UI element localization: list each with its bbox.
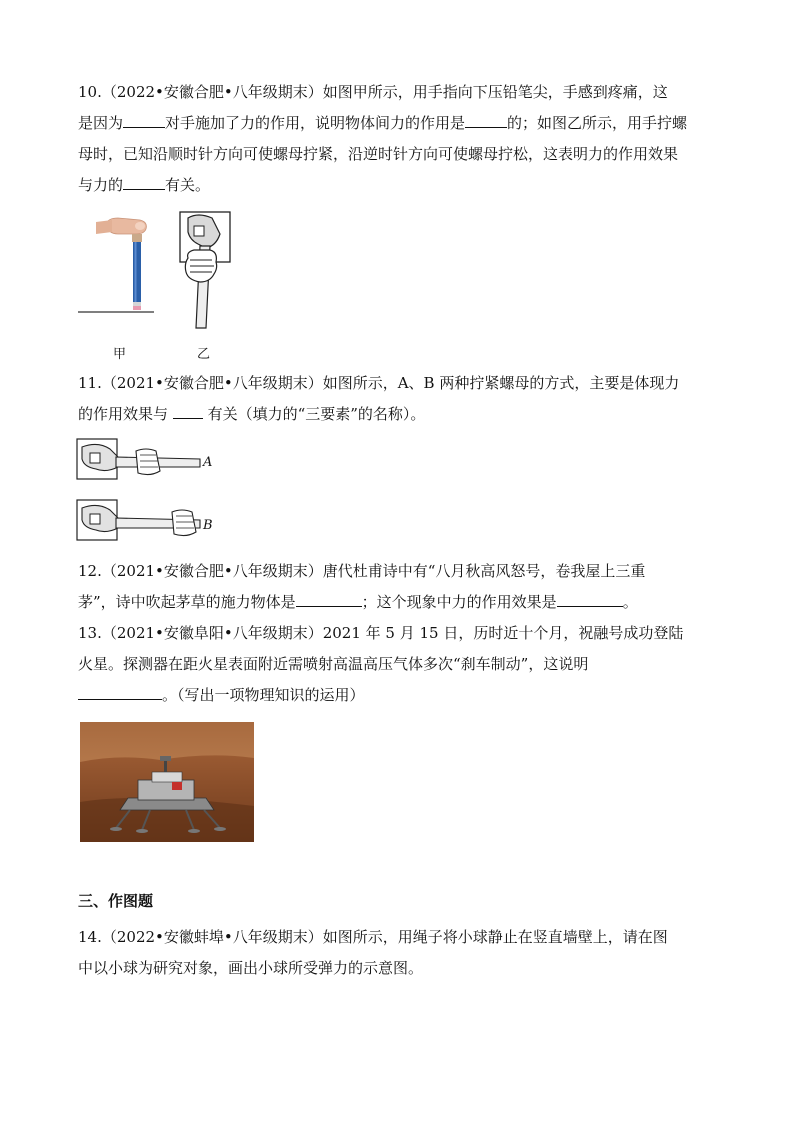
- answer-blank[interactable]: [296, 590, 362, 607]
- figure-wrench-a: [76, 437, 222, 483]
- answer-blank[interactable]: [123, 111, 165, 128]
- mars-lander-image: [80, 722, 254, 842]
- q10-line1: 10.（2022•安徽合肥•八年级期末）如图甲所示，用手指向下压铅笔尖，手感到疼痛，这: [78, 83, 668, 101]
- answer-blank[interactable]: [557, 590, 623, 607]
- question-12: [78, 556, 718, 618]
- figure-jia-pencil: [78, 212, 158, 320]
- q13-line2: 火星。探测器在距火星表面附近需喷射高温高压气体多次“刹车制动”，这说明: [78, 655, 589, 673]
- figure-yi-wrench: [176, 210, 236, 334]
- answer-blank[interactable]: [465, 111, 507, 128]
- answer-blank[interactable]: [173, 402, 203, 419]
- question-14: [78, 922, 718, 984]
- caption-jia: 甲: [113, 347, 127, 362]
- q11-line2: 的作用效果与 有关（填力的“三要素”的名称）。: [78, 399, 718, 430]
- caption-yi: 乙: [197, 347, 211, 362]
- label-b: B: [203, 518, 213, 533]
- q14-line1: 14.（2022•安徽蚌埠•八年级期末）如图所示，用绳子将小球静止在竖直墙壁上，请在图: [78, 928, 668, 946]
- q12-line2: 茅”，诗中吹起茅草的施力物体是 ；这个现象中力的作用效果是 。: [78, 587, 718, 618]
- q12-line1: 12.（2021•安徽合肥•八年级期末）唐代杜甫诗中有“八月秋高风怒号，卷我屋上三重: [78, 562, 646, 580]
- q10-line2: 是因为 对手施加了力的作用，说明物体间力的作用是 的；如图乙所示，用手拧螺: [78, 108, 718, 139]
- q10-line3: 母时，已知沿顺时针方向可使螺母拧紧，沿逆时针方向可使螺母拧松，这表明力的作用效果: [78, 145, 679, 163]
- question-10: [78, 77, 718, 201]
- q14-line2: 中以小球为研究对象，画出小球所受弹力的示意图。: [78, 959, 424, 977]
- q11-line1: 11.（2021•安徽合肥•八年级期末）如图所示，A、B 两种拧紧螺母的方式，主要是体现力: [78, 374, 680, 392]
- section-heading: 三、作图题: [78, 892, 154, 910]
- answer-blank[interactable]: [123, 173, 165, 190]
- q13-line1: 13.（2021•安徽阜阳•八年级期末）2021 年 5 月 15 日，历时近十个月，祝融号成功登陆: [78, 624, 684, 642]
- q10-line4: 与力的 有关。: [78, 170, 718, 201]
- question-11: [78, 368, 718, 430]
- question-13: [78, 618, 718, 711]
- label-a: A: [203, 455, 213, 470]
- figure-wrench-b: [76, 498, 222, 544]
- answer-blank[interactable]: [78, 683, 162, 700]
- q13-line3: 。（写出一项物理知识的运用）: [78, 680, 718, 711]
